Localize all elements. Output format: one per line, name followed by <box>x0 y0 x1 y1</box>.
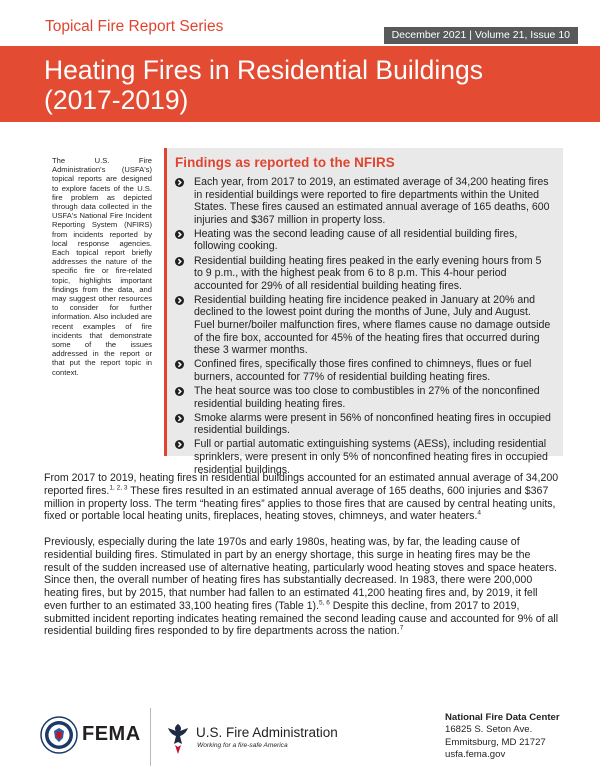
chevron-right-icon <box>175 414 184 423</box>
dhs-seal-icon <box>40 716 78 759</box>
footnote-ref: 1, 2, 3 <box>109 484 128 492</box>
chevron-right-icon <box>175 257 184 266</box>
body-text: These fires resulted in an estimated annual average of 165 deaths, 600 injuries and $367 million in property loss. The term “heating fires” applies to those fires that are caused by central heating units, fixed or portable local heating units, fireplaces, heating stoves, chimneys, and water heaters. <box>44 484 556 523</box>
nfdc-address <box>445 712 560 761</box>
issue-badge: December 2021 | Volume 21, Issue 10 <box>384 27 578 44</box>
usfa-name: U.S. Fire Administration <box>196 725 338 740</box>
usfa-tagline: Working for a fire-safe America <box>197 742 288 749</box>
finding-item <box>175 358 553 383</box>
finding-item <box>175 255 553 293</box>
page-title <box>44 55 483 115</box>
footnote-ref: 5, 6 <box>319 599 330 607</box>
chevron-right-icon <box>175 178 184 187</box>
footer-divider <box>150 708 151 766</box>
finding-text: Heating was the second leading cause of all residential building fires, following cooking. <box>194 227 518 253</box>
footnote-ref: 7 <box>399 624 404 632</box>
findings-heading: Findings as reported to the NFIRS <box>175 155 395 170</box>
body-paragraph-2 <box>44 536 559 638</box>
finding-item <box>175 228 553 253</box>
finding-text: Residential building heating fires peaked in the early evening hours from 5 to 9 p.m., with the highest peak from 6 to 8 p.m. This 4-hour period accounted for 29% of all residential building heating fires. <box>194 254 542 292</box>
findings-box <box>164 148 563 476</box>
chevron-right-icon <box>175 230 184 239</box>
nfdc-city: Emmitsburg, MD 21727 <box>445 736 546 748</box>
nfdc-street: 16825 S. Seton Ave. <box>445 724 533 736</box>
usfa-eagle-icon <box>164 718 192 763</box>
body-text: Previously, especially during the late 1970s and early 1980s, heating was, by far, the leading cause of residential building fires. Stimulated in part by an energy shortage, this surge in heating fires may be the result of the sudden increased use of alternative heating, particularly wood heating stoves and space heaters. Since then, the overall number of heating fires has substantially decreased. In 1983, there were 200,000 heating fires, but by 2015, that number had fallen to an estimated 41,200 heating fires and, by 2019, it fell even further to an estimated 33,100 heating fires (Table 1). <box>44 536 557 612</box>
chevron-right-icon <box>175 360 184 369</box>
title-band <box>0 46 600 122</box>
title-line-2: (2017-2019) <box>44 85 189 115</box>
nfdc-url[interactable]: usfa.fema.gov <box>445 748 506 760</box>
finding-text: Each year, from 2017 to 2019, an estimated average of 34,200 heating fires in residential buildings were reported to fire departments within the United States. These fires caused an estimated annual average of 165 deaths, 600 injuries and $367 million in property loss. <box>194 176 550 226</box>
finding-text: Residential building heating fire incidence peaked in January at 20% and declined to the lowest point during the months of June, July and August. Fuel burner/boiler malfunction fires, where flames cause no damage outside of the fire box, accounted for 45% of the heating fires that occurred during these 3 warmer months. <box>194 293 551 357</box>
finding-item <box>175 412 553 437</box>
footnote-ref: 4 <box>477 509 482 517</box>
finding-text: Smoke alarms were present in 56% of nonconfined heating fires in occupied residential buildings. <box>194 411 551 437</box>
chevron-right-icon <box>175 296 184 305</box>
finding-text: Confined fires, specifically those fires confined to chimneys, flues or fuel burners, accounted for 77% of residential building heating fires. <box>194 358 532 383</box>
series-label: Topical Fire Report Series <box>45 18 224 35</box>
fema-logo: FEMA <box>82 723 141 745</box>
finding-text: The heat source was too close to combustibles in 27% of the nonconfined residential building heating fires. <box>194 385 540 410</box>
title-line-1: Heating Fires in Residential Buildings <box>44 55 483 85</box>
finding-text: Full or partial automatic extinguishing systems (AESs), including residential sprinklers, were present in only 5% of nonconfined heating fires in occupied residential buildings. <box>194 438 548 476</box>
body-text: Despite this decline, from 2017 to 2019, submitted incident reporting indicates heating remained the second leading cause and accounted for 9% of all residential building fires responded to by fire departments across the nation. <box>44 599 559 638</box>
chevron-right-icon <box>175 387 184 396</box>
finding-item <box>175 294 553 357</box>
sidebar-intro: The U.S. Fire Administration's (USFA's) topical reports are designed to explore facets of the U.S. fire problem as depicted through data collected in the USFA's National Fire Incident Reporting System (NFIRS) from incidents reported by local response agencies. Each topical report briefly addresses the nature of the specific fire or fire-related topic, highlights important findings from the data, and may suggest other resources to consider for further information. Also included are recent examples of fire incidents that demonstrate some of the issues addressed in the report or that put the report topic in context. <box>52 156 152 377</box>
chevron-right-icon <box>175 440 184 449</box>
finding-item <box>175 176 553 226</box>
finding-item <box>175 438 553 476</box>
body-paragraph-1 <box>44 472 559 523</box>
body-text: From 2017 to 2019, heating fires in residential buildings accounted for an estimated annual average of 34,200 reported fires. <box>44 472 559 497</box>
nfdc-name: National Fire Data Center <box>445 712 560 723</box>
findings-list <box>175 176 553 476</box>
finding-item <box>175 385 553 410</box>
